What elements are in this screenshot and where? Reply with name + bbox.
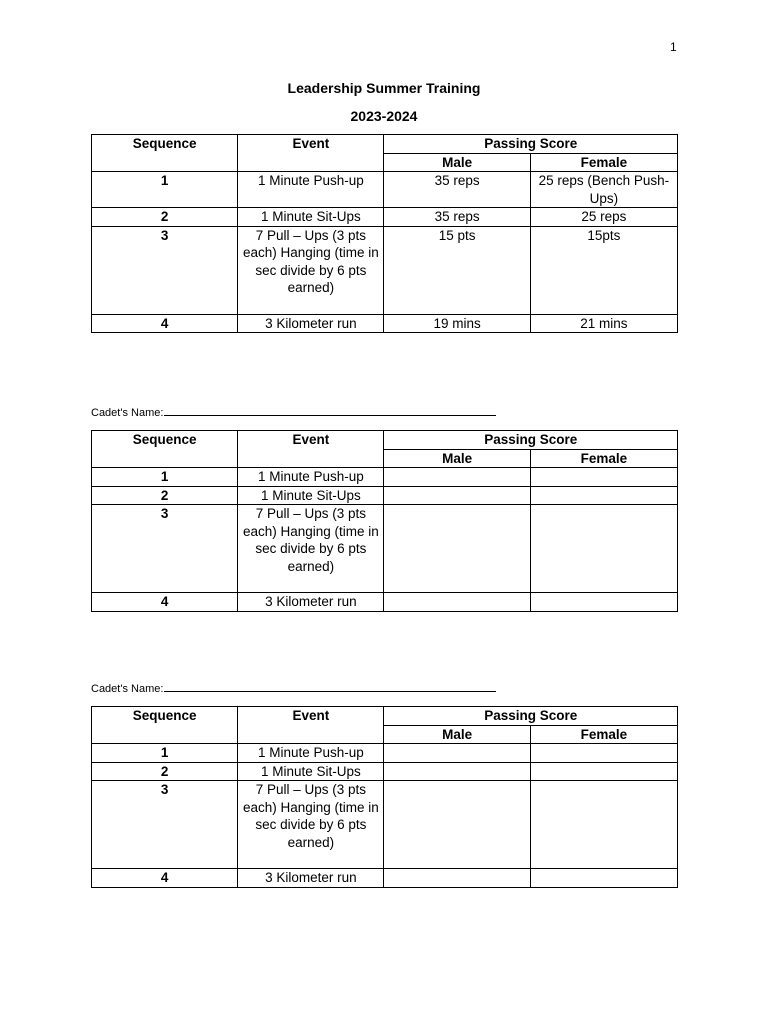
table-row (92, 486, 678, 505)
cadet-name-label: Cadet's Name: (91, 683, 164, 695)
event-cell: 7 Pull – Ups (3 pts each) Hanging (time in sec divide by 6 pts earned) (238, 781, 384, 869)
cadet-name-label: Cadet's Name: (91, 407, 164, 419)
table-row (92, 314, 678, 333)
table-row (92, 226, 678, 314)
header-event: Event (238, 707, 384, 744)
male-score-input[interactable] (384, 781, 530, 869)
male-score-input[interactable] (384, 486, 530, 505)
female-score-input[interactable] (530, 744, 677, 763)
header-sequence: Sequence (92, 707, 238, 744)
table-row (92, 208, 678, 227)
male-score-cell: 35 reps (384, 172, 530, 208)
header-female: Female (530, 153, 677, 172)
sequence-cell: 4 (92, 869, 238, 888)
table-row (92, 505, 678, 593)
document-subtitle: 2023-2024 (350, 108, 418, 124)
event-cell: 1 Minute Sit-Ups (238, 486, 384, 505)
male-score-cell: 15 pts (384, 226, 530, 314)
sequence-cell: 4 (92, 314, 238, 333)
sequence-cell: 4 (92, 593, 238, 612)
female-score-input[interactable] (530, 505, 677, 593)
passing-score-table (91, 134, 678, 333)
event-cell: 1 Minute Push-up (238, 172, 384, 208)
male-score-input[interactable] (384, 762, 530, 781)
sequence-cell: 1 (92, 172, 238, 208)
male-score-input[interactable] (384, 593, 530, 612)
female-score-cell: 25 reps (Bench Push-Ups) (530, 172, 677, 208)
table-row (92, 781, 678, 869)
male-score-input[interactable] (384, 468, 530, 487)
event-cell: 3 Kilometer run (238, 593, 384, 612)
sequence-cell: 2 (92, 762, 238, 781)
male-score-input[interactable] (384, 869, 530, 888)
header-male: Male (384, 153, 530, 172)
cadet-name-line[interactable] (164, 405, 496, 416)
event-cell: 1 Minute Push-up (238, 468, 384, 487)
cadet-name-line[interactable] (164, 681, 496, 692)
event-cell: 1 Minute Sit-Ups (238, 762, 384, 781)
header-event: Event (238, 135, 384, 172)
female-score-input[interactable] (530, 593, 677, 612)
table-row (92, 869, 678, 888)
female-score-input[interactable] (530, 468, 677, 487)
event-cell: 3 Kilometer run (238, 869, 384, 888)
cadet-score-table (91, 706, 678, 888)
header-female: Female (530, 449, 677, 468)
female-score-cell: 25 reps (530, 208, 677, 227)
header-sequence: Sequence (92, 431, 238, 468)
header-passing-score: Passing Score (384, 707, 678, 726)
event-cell: 1 Minute Push-up (238, 744, 384, 763)
event-cell: 7 Pull – Ups (3 pts each) Hanging (time in sec divide by 6 pts earned) (238, 226, 384, 314)
event-cell: 7 Pull – Ups (3 pts each) Hanging (time in sec divide by 6 pts earned) (238, 505, 384, 593)
sequence-cell: 1 (92, 744, 238, 763)
event-cell: 3 Kilometer run (238, 314, 384, 333)
table-row (92, 172, 678, 208)
male-score-cell: 35 reps (384, 208, 530, 227)
male-score-cell: 19 mins (384, 314, 530, 333)
female-score-input[interactable] (530, 869, 677, 888)
event-cell: 1 Minute Sit-Ups (238, 208, 384, 227)
header-male: Male (384, 725, 530, 744)
document-title: Leadership Summer Training (287, 80, 481, 96)
female-score-cell: 21 mins (530, 314, 677, 333)
header-passing-score: Passing Score (384, 135, 678, 154)
female-score-cell: 15pts (530, 226, 677, 314)
sequence-cell: 1 (92, 468, 238, 487)
sequence-cell: 3 (92, 226, 238, 314)
header-male: Male (384, 449, 530, 468)
male-score-input[interactable] (384, 505, 530, 593)
sequence-cell: 2 (92, 486, 238, 505)
header-event: Event (238, 431, 384, 468)
cadet-score-table (91, 430, 678, 612)
female-score-input[interactable] (530, 781, 677, 869)
cadet-name-field[interactable] (91, 405, 496, 419)
table-row (92, 744, 678, 763)
header-female: Female (530, 725, 677, 744)
page-number: 1 (670, 40, 677, 54)
sequence-cell: 2 (92, 208, 238, 227)
table-row (92, 468, 678, 487)
header-sequence: Sequence (92, 135, 238, 172)
header-passing-score: Passing Score (384, 431, 678, 450)
sequence-cell: 3 (92, 781, 238, 869)
female-score-input[interactable] (530, 762, 677, 781)
table-row (92, 593, 678, 612)
table-row (92, 762, 678, 781)
cadet-name-field[interactable] (91, 681, 496, 695)
sequence-cell: 3 (92, 505, 238, 593)
male-score-input[interactable] (384, 744, 530, 763)
female-score-input[interactable] (530, 486, 677, 505)
